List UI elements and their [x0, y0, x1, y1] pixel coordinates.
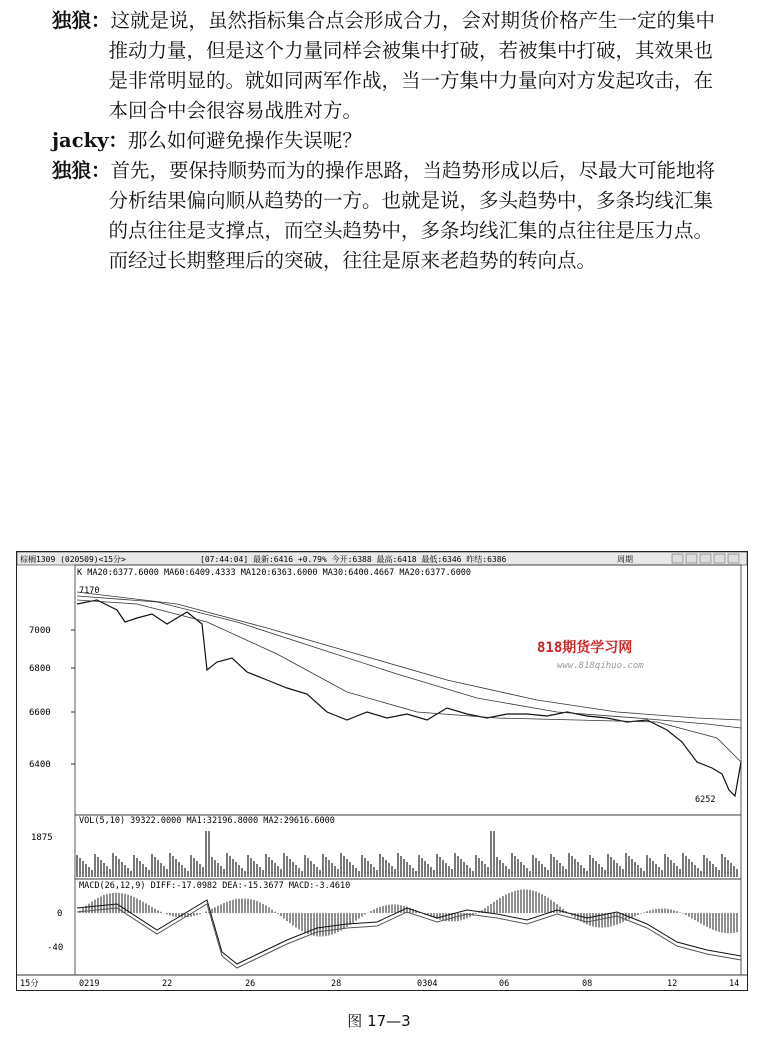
price-tick: 6400: [29, 760, 51, 770]
price-panel: [75, 565, 741, 815]
period-label: 15分: [20, 979, 39, 989]
watermark-name: 818期货学习网: [537, 640, 633, 656]
macd-legend: MACD(26,12,9) DIFF:-17.0982 DEA:-15.3677 MACD:-3.4610: [79, 881, 351, 891]
date-tick: 0219: [79, 979, 100, 989]
macd-panel: [75, 879, 741, 975]
ma-line: [77, 600, 741, 762]
ma-legend: K MA20:6377.6000 MA60:6409.4333 MA120:6363.6000 MA30:6400.4667 MA20:6377.6000: [77, 568, 472, 578]
quote-text: [07:44:04] 最新:6416 +0.79% 今开:6388 最高:6418 最低:6346 昨结:6386: [200, 555, 507, 564]
diff-line: [77, 900, 741, 964]
dialogue-paragraph: 独狼：这就是说，虽然指标集合点会形成合力，会对期货价格产生一定的集中推动力量，但是这个力量同样会被集中打破，若被集中打破，其效果也是非常明显的。就如同两军作战，当一方集中力量向对方发起攻击，在本回合中会很容易战胜对方。: [52, 9, 716, 122]
macd-tick: -40: [47, 943, 64, 953]
price-chart: [16, 551, 748, 991]
date-tick: 28: [331, 979, 342, 989]
toolbar-icon: [672, 554, 683, 563]
speaker-label: 独狼：: [52, 159, 111, 182]
ma-line: [77, 592, 741, 720]
watermark-url: www.818qihuo.com: [557, 661, 644, 671]
date-tick: 26: [245, 979, 256, 989]
high-label: 7170: [79, 586, 100, 596]
chart-svg: [17, 552, 747, 990]
date-tick: 08: [582, 979, 593, 989]
toolbar-icon: [700, 554, 711, 563]
date-tick: 14: [729, 979, 740, 989]
macd-tick: 0: [57, 909, 63, 919]
dialogue-paragraph: 独狼：首先，要保持顺势而为的操作思路，当趋势形成以后，尽最大可能地将分析结果偏向顺从趋势的一方。也就是说，多头趋势中，多条均线汇集的点往往是支撑点，而空头趋势中，多条均线汇集的点往往是压力点。而经过长期整理后的突破，往往是原来老趋势的转向点。: [52, 159, 716, 272]
toolbar-icon: [728, 554, 739, 563]
price-tick: 6800: [29, 664, 51, 674]
low-label: 6252: [695, 795, 716, 805]
toolbar-icon: [686, 554, 697, 563]
date-tick: 0304: [417, 979, 438, 989]
price-line: [77, 600, 741, 796]
speaker-label: 独狼：: [52, 9, 111, 32]
speaker-label: jacky：: [52, 129, 128, 152]
toolbar-icon: [714, 554, 725, 563]
date-tick: 22: [162, 979, 173, 989]
dialogue-text: [52, 6, 732, 276]
figure-caption: 图 17—3: [347, 1012, 411, 1030]
vol-tick: 1875: [31, 833, 53, 843]
date-tick: 06: [499, 979, 510, 989]
dialogue-paragraph: jacky：那么如何避免操作失误呢？: [52, 129, 362, 152]
cycle-button: 周期: [617, 555, 633, 564]
chart-title: 棕榈1309 (020509)<15分>: [20, 555, 126, 564]
price-tick: 7000: [29, 626, 51, 636]
vol-legend: VOL(5,10) 39322.0000 MA1:32196.8000 MA2:29616.6000: [79, 816, 335, 826]
price-tick: 6600: [29, 708, 51, 718]
date-tick: 12: [667, 979, 678, 989]
